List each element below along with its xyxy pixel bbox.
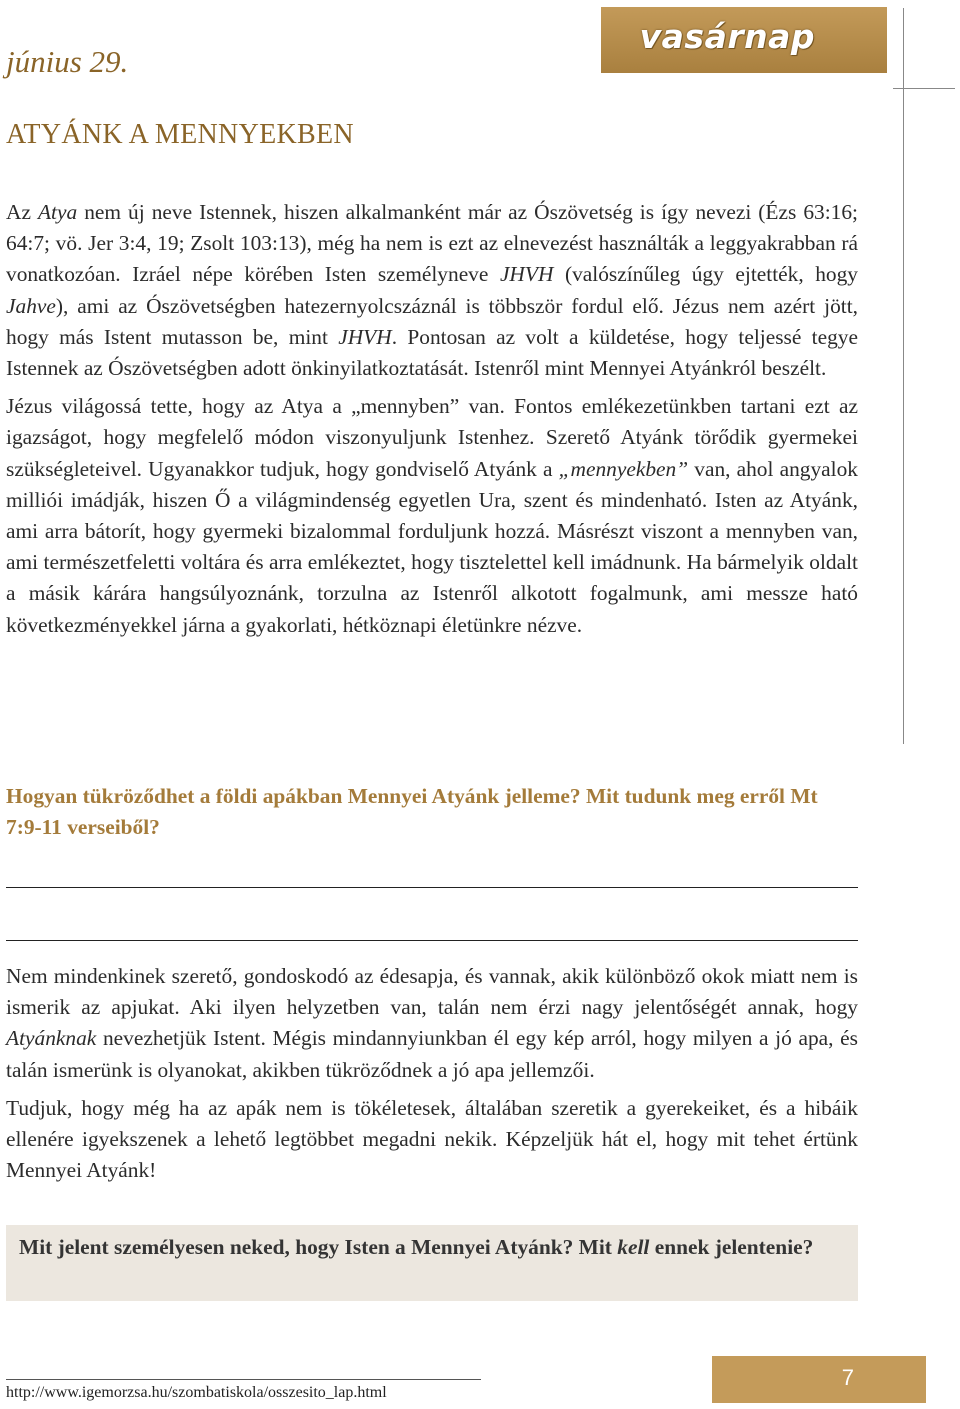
question-1: Hogyan tükröződhet a földi apákban Mennyei Atyánk jelleme? Mit tudunk meg erről Mt 7:9-11 verseiből? xyxy=(6,784,818,840)
reflection-question-box xyxy=(6,1225,858,1301)
paragraph-3 xyxy=(6,961,858,1086)
italic-span: JHVH xyxy=(338,324,392,349)
day-banner xyxy=(601,7,887,73)
paragraph-4: Tudjuk, hogy még ha az apák nem is tökéletesek, általában szeretik a gyerekeiket, és a hibáik ellenére igyekszenek a lehető legtöbbet megadni nekik. Képzeljük hát el, hogy mit tehet értünk Mennyei Atyánk! xyxy=(6,1095,858,1183)
italic-span: Atya xyxy=(37,200,78,224)
page-number: 7 xyxy=(841,1365,854,1390)
body-text-section-2 xyxy=(6,961,858,1186)
paragraph-2 xyxy=(6,391,858,641)
date-label: június 29. xyxy=(6,44,129,79)
footer-rule xyxy=(6,1379,481,1380)
text-span: (valószínűleg úgy ejtették, hogy xyxy=(553,262,859,287)
text-span: . Pontosan az volt a küldetése, hogy teljessé tegye Istennek az Ószövetségben adott önkinyilatkoztatását. Istenről mint Mennyei Atyánkról beszélt. xyxy=(6,324,858,381)
day-label: vasárnap xyxy=(639,17,815,56)
answer-line-2[interactable] xyxy=(6,940,858,941)
italic-span: „mennyekben” xyxy=(558,456,689,481)
text-span: nevezhetjük Istent. Mégis mindannyiunkban él egy kép arról, hogy milyen a jó apa, és talán ismerünk is olyanokat, akikben tükröződnek a jó apa jellemzői. xyxy=(6,1026,858,1082)
text-span: ), ami az Ószövetségben hatezernyolcszáznál is többször fordul elő. Jézus nem azért jött, hogy más Istent mutasson be, mint xyxy=(6,293,858,349)
text-span: Mit jelent személyesen neked, hogy Isten a Mennyei Atyánk? Mit xyxy=(19,1235,618,1259)
margin-vertical-rule xyxy=(903,8,904,744)
body-text-section-1 xyxy=(6,197,858,641)
question-2 xyxy=(19,1232,847,1263)
italic-span: kell xyxy=(617,1235,650,1259)
footer-url-link[interactable]: http://www.igemorzsa.hu/szombatiskola/osszesito_lap.html xyxy=(6,1384,387,1401)
text-span: ennek jelentenie? xyxy=(649,1235,814,1259)
text-span: Nem mindenkinek szerető, gondoskodó az édesapja, és vannak, akik különböző okok miatt nem is ismerik az apjukat. Aki ilyen helyzetben van, talán nem érzi nagy jelentőségét annak, hogy xyxy=(6,964,858,1020)
italic-span: Atyánknak xyxy=(6,1026,97,1051)
text-span: van, ahol angyalok milliói imádják, hiszen Ő a világmindenség egyetlen Ura, szent és mindenható. Isten az Atyánk, ami arra bátorít, hogy gyermeki bizalommal forduljunk hozzá. Másrészt viszont a mennyben van, ami természetfeletti voltára és arra emlékeztet, hogy tisztelettel kell imádnunk. Ha bármelyik oldalt a másik kárára hangsúlyoznánk, torzulna az Istenről alkotott fogalmunk, ami messze ható következményekkel járna a gyakorlati, hétköznapi életünkre nézve. xyxy=(6,456,858,637)
page-number-band xyxy=(712,1356,926,1403)
text-span: Az xyxy=(6,200,38,224)
italic-span: Jahve xyxy=(6,293,56,318)
paragraph-1 xyxy=(6,197,858,384)
text-span: nem új neve Istennek, hiszen alkalmanként már az Ószövetség is így nevezi (Ézs 63:16; 64:7; vö. Jer 3:4, 19; Zsolt 103:13), még ha nem is ezt az elnevezést használták a leggyakrabban rá vonatkozóan. Izráel népe körében Isten személyneve xyxy=(6,200,858,287)
answer-line-1[interactable] xyxy=(6,887,858,888)
text-span: Jézus világossá tette, hogy az Atya a „mennyben” van. Fontos emlékezetünkben tartani ezt az igazságot, hogy megfelelő módon viszonyuljunk Istenhez. Szerető Atyánk törődik gyermekei szükségleteivel. Ugyanakkor tudjuk, hogy gondviselő Atyánk a xyxy=(6,394,858,481)
italic-span: JHVH xyxy=(499,262,554,287)
lesson-title: ATYÁNK A MENNYEKBEN xyxy=(6,119,354,150)
margin-horizontal-rule xyxy=(893,88,955,89)
